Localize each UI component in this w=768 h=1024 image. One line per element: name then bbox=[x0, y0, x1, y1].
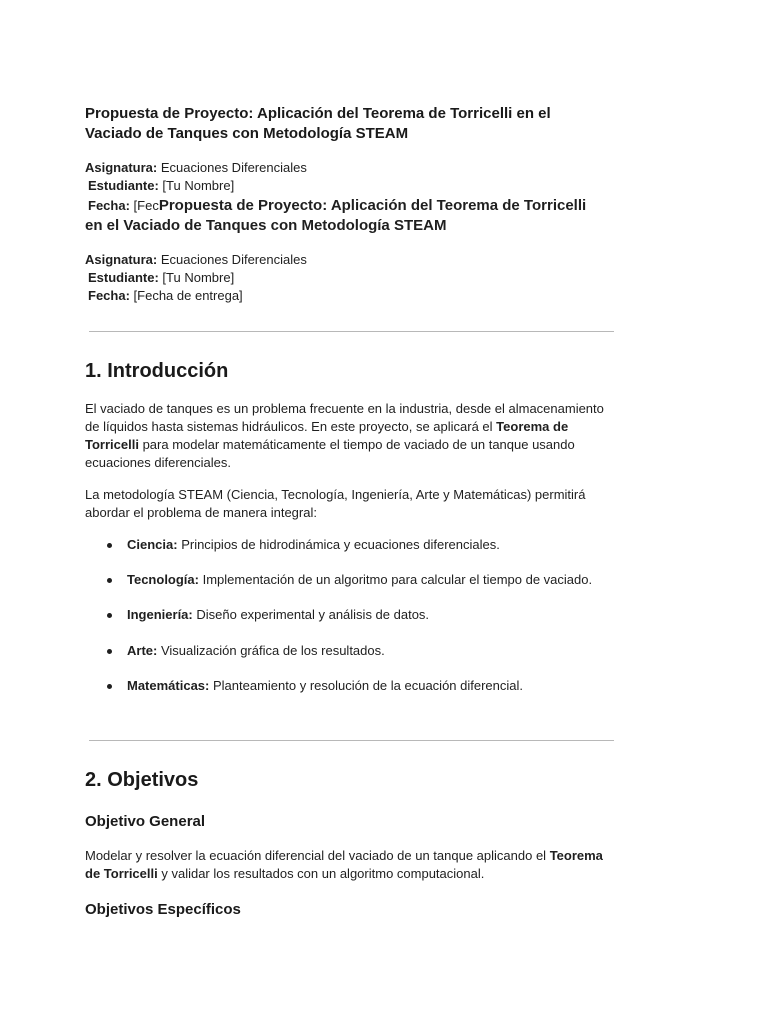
subject-value-2: Ecuaciones Diferenciales bbox=[160, 252, 307, 267]
general-objective-paragraph bbox=[85, 847, 610, 883]
intro-p2-line-1: La metodología STEAM (Ciencia, Tecnología, Ingeniería, Arte y Matemáticas) permitirá bbox=[85, 487, 586, 502]
student-label-2: Estudiante: bbox=[88, 270, 159, 285]
student-value-2: [Tu Nombre] bbox=[162, 270, 235, 285]
repeated-title-line-1: Propuesta de Proyecto: Aplicación del Teorema de Torricelli bbox=[158, 197, 587, 214]
title-line-2: Vaciado de Tanques con Metodología STEAM bbox=[85, 125, 409, 142]
bullet-body: Planteamiento y resolución de la ecuación diferencial. bbox=[209, 678, 524, 693]
bullet-label: Tecnología: bbox=[127, 572, 199, 587]
meta-block-1 bbox=[85, 159, 605, 217]
intro-paragraph-2 bbox=[85, 486, 610, 522]
intro-paragraph-1 bbox=[85, 400, 610, 472]
bullet-label: Ingeniería: bbox=[127, 607, 193, 622]
bullet-label: Matemáticas: bbox=[127, 678, 210, 693]
divider-2 bbox=[89, 740, 614, 741]
bullet-text bbox=[127, 536, 500, 554]
torricelli-bold-3: de Torricelli bbox=[85, 866, 158, 881]
subject-row-2 bbox=[85, 251, 605, 269]
bullet-icon bbox=[107, 649, 112, 654]
bullet-label: Ciencia: bbox=[127, 537, 178, 552]
subject-value: Ecuaciones Diferenciales bbox=[160, 160, 307, 175]
bullet-icon bbox=[107, 578, 112, 583]
teorema-bold: Teorema bbox=[549, 848, 603, 863]
bullet-body: Implementación de un algoritmo para calcular el tiempo de vaciado. bbox=[198, 572, 593, 587]
repeated-title-line-2: en el Vaciado de Tanques con Metodología STEAM bbox=[85, 217, 447, 234]
title-line-1: Propuesta de Proyecto: Aplicación del Teorema de Torricelli en el bbox=[85, 105, 551, 122]
torricelli-bold-2: Torricelli bbox=[85, 437, 139, 452]
document-title bbox=[85, 104, 605, 144]
intro-p1-line-3: para modelar matemáticamente el tiempo de vaciado de un tanque usando bbox=[138, 437, 575, 452]
bullet-text bbox=[127, 642, 385, 660]
date-value-2: [Fecha de entrega] bbox=[133, 288, 243, 303]
intro-p1-line-2: de líquidos hasta sistemas hidráulicos. En este proyecto, se aplicará el bbox=[85, 419, 497, 434]
bullet-body: Visualización gráfica de los resultados. bbox=[157, 643, 385, 658]
bullet-text bbox=[127, 571, 592, 589]
bullet-body: Principios de hidrodinámica y ecuaciones diferenciales. bbox=[177, 537, 500, 552]
meta-block-2 bbox=[85, 251, 605, 305]
student-label: Estudiante: bbox=[88, 178, 159, 193]
objectives-heading: 2. Objetivos bbox=[85, 769, 199, 791]
bullet-label: Arte: bbox=[127, 643, 158, 658]
student-row bbox=[85, 177, 605, 195]
general-line-1: Modelar y resolver la ecuación diferencial del vaciado de un tanque aplicando el bbox=[85, 848, 550, 863]
bullet-icon bbox=[107, 613, 112, 618]
student-row-2 bbox=[85, 269, 605, 287]
subject-label-2: Asignatura: bbox=[85, 252, 158, 267]
bullet-icon bbox=[107, 543, 112, 548]
specific-objectives-heading: Objetivos Específicos bbox=[85, 901, 241, 918]
torricelli-bold-1: Teorema de bbox=[496, 419, 569, 434]
intro-heading: 1. Introducción bbox=[85, 360, 229, 382]
date-row-2 bbox=[85, 287, 605, 305]
student-value: [Tu Nombre] bbox=[162, 178, 235, 193]
subject-row bbox=[85, 159, 605, 177]
date-label-2: Fecha: bbox=[88, 288, 130, 303]
bullet-text bbox=[127, 677, 523, 695]
date-row-partial bbox=[85, 195, 605, 217]
general-objective-heading: Objetivo General bbox=[85, 813, 206, 830]
bullet-body: Diseño experimental y análisis de datos. bbox=[192, 607, 430, 622]
date-partial-value: [Fec bbox=[133, 198, 159, 213]
intro-p1-line-1: El vaciado de tanques es un problema frecuente en la industria, desde el almacenamiento bbox=[85, 401, 604, 416]
general-line-2: y validar los resultados con un algoritmo computacional. bbox=[157, 866, 485, 881]
date-label: Fecha: bbox=[88, 198, 130, 213]
intro-p1-line-4: ecuaciones diferenciales. bbox=[85, 455, 231, 470]
bullet-icon bbox=[107, 684, 112, 689]
subject-label: Asignatura: bbox=[85, 160, 158, 175]
bullet-text bbox=[127, 606, 429, 624]
intro-p2-line-2: abordar el problema de manera integral: bbox=[85, 505, 317, 520]
divider-1 bbox=[89, 331, 614, 332]
